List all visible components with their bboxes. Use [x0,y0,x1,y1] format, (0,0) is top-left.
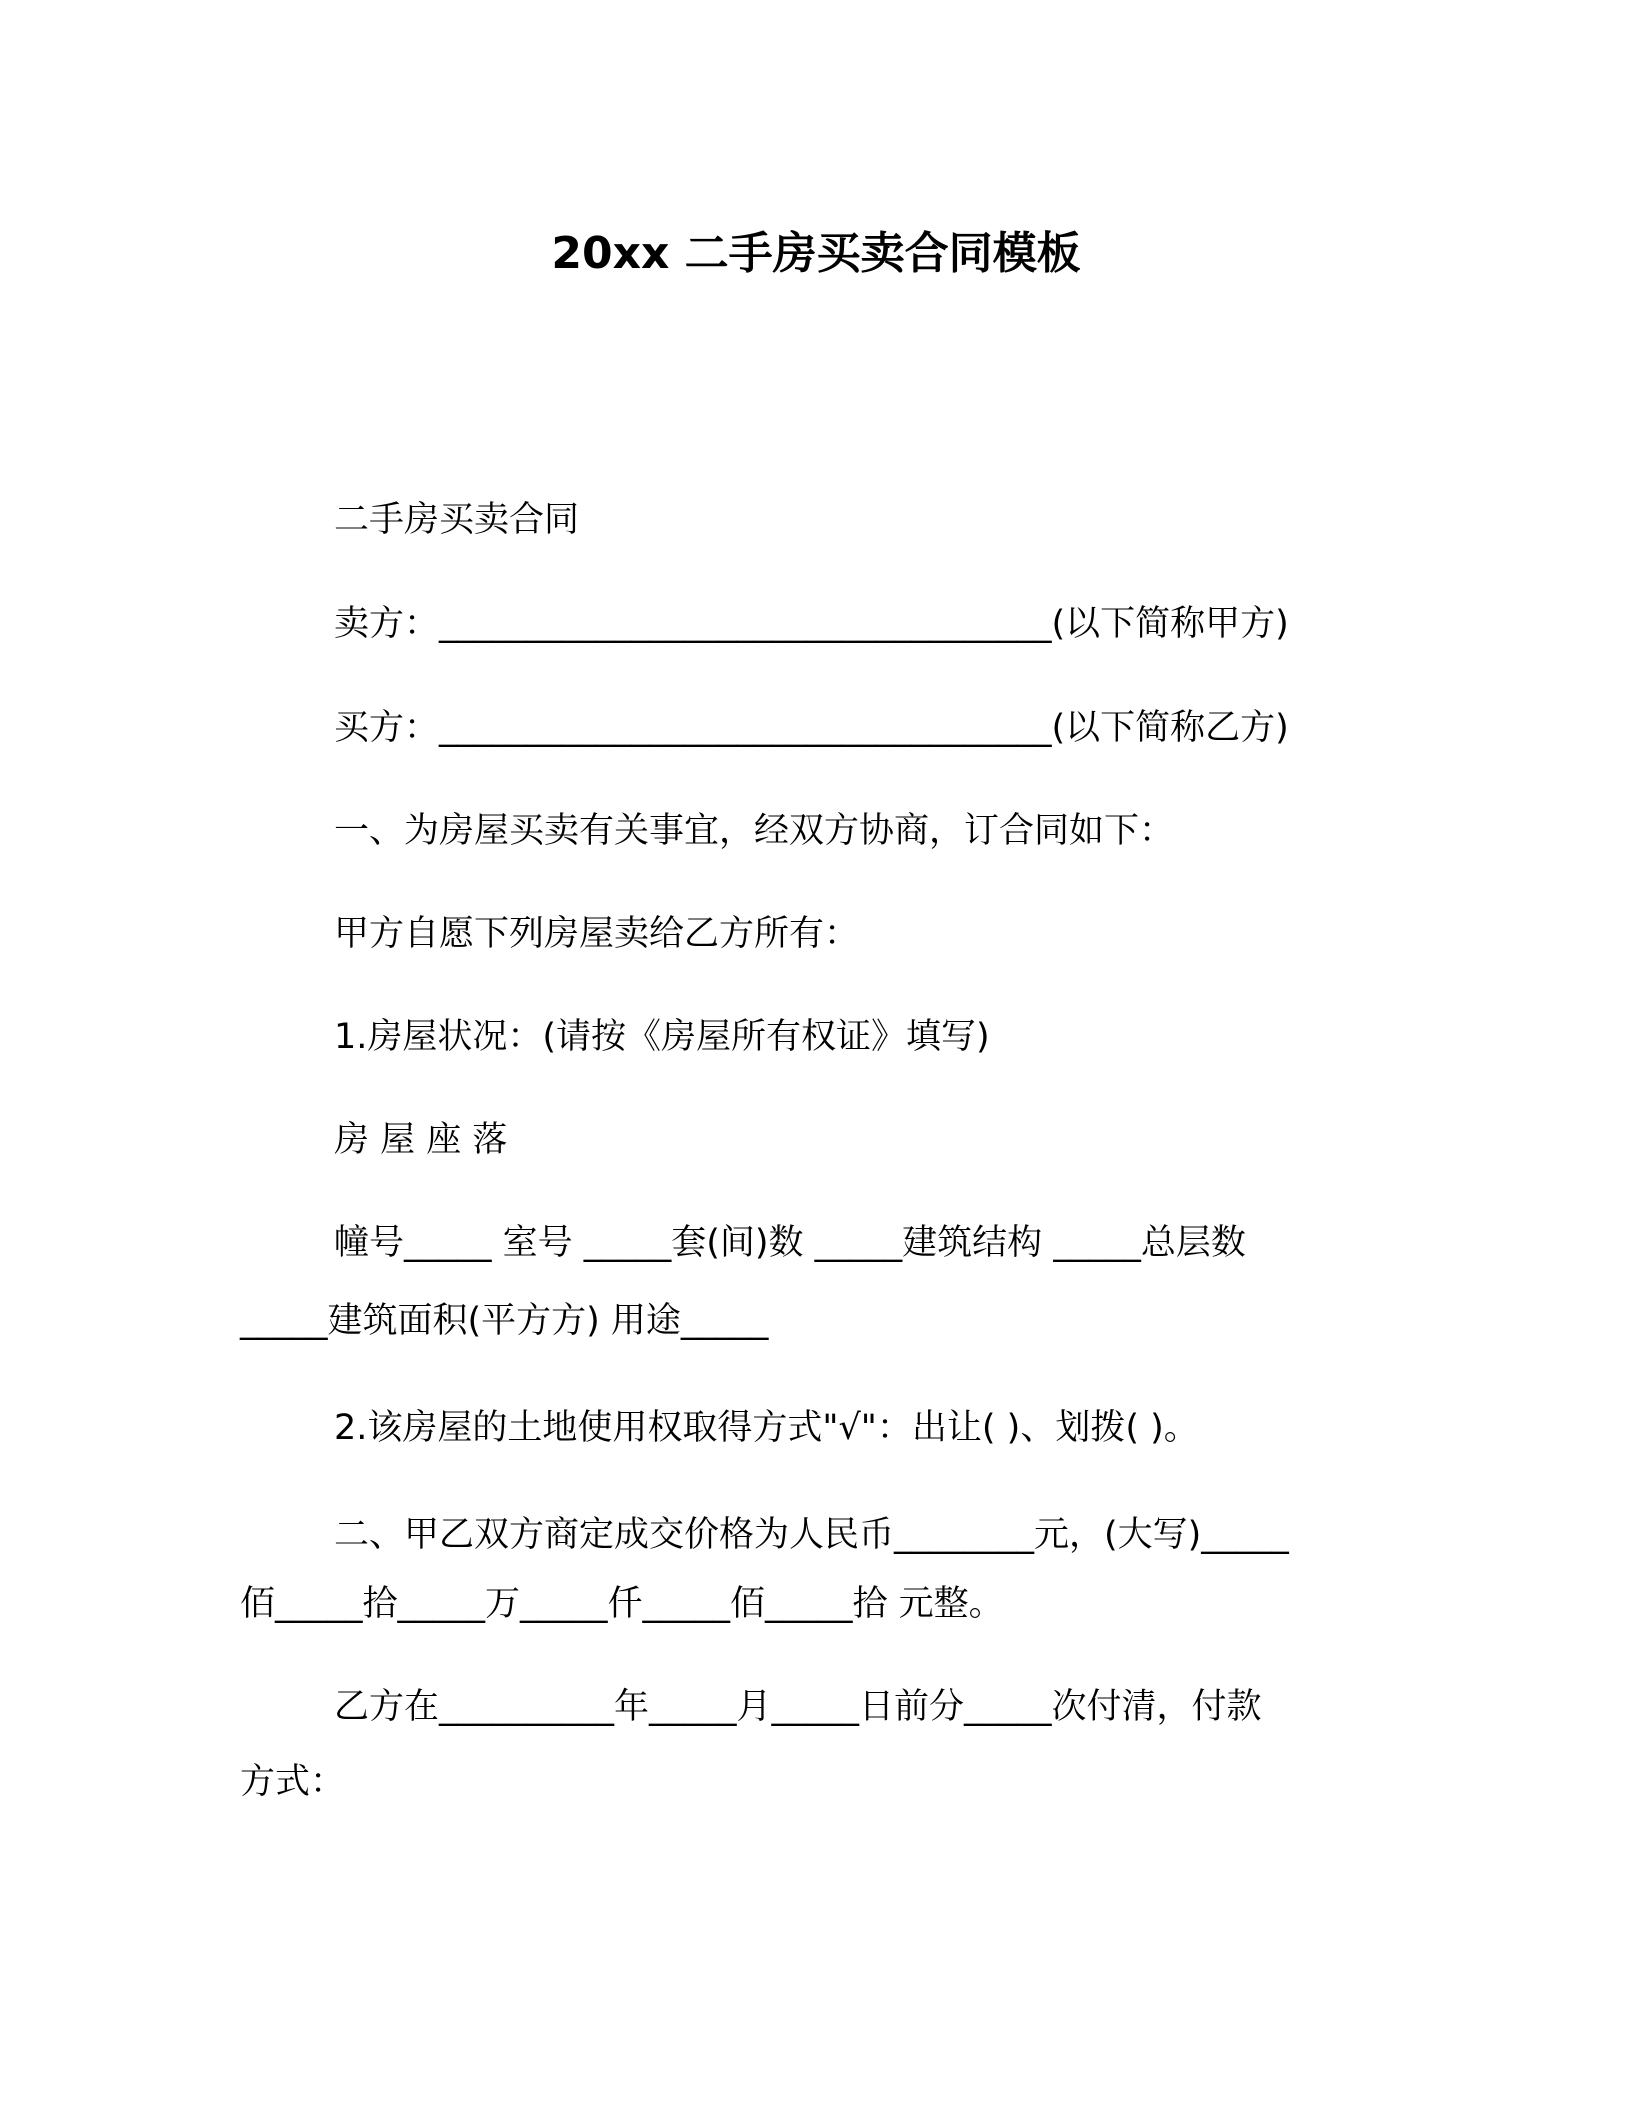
house-status-line: 1.房屋状况：(请按《房屋所有权证》填写) [334,1017,990,1057]
house-area-line: _____建筑面积(平方方) 用途_____ [240,1301,769,1341]
house-location-line: 房 屋 座 落 [334,1120,508,1160]
price-uppercase-line: 佰_____拾_____万_____仟_____佰_____拾 元整。 [240,1584,1004,1624]
contract-heading: 二手房买卖合同 [334,500,580,540]
house-details-line: 幢号_____ 室号 _____套(间)数 _____建筑结构 _____总层数 [334,1223,1246,1263]
buyer-line: 买方：___________________________________(以下简称乙方) [334,708,1289,748]
seller-willing-line: 甲方自愿下列房屋卖给乙方所有： [334,914,860,954]
payment-date-line: 乙方在__________年_____月_____日前分_____次付清，付款 [334,1687,1262,1727]
price-line: 二、甲乙双方商定成交价格为人民币________元，(大写)_____ [334,1515,1289,1555]
clause-one-intro: 一、为房屋买卖有关事宜，经双方协商，订合同如下： [334,811,1175,851]
land-use-line: 2.该房屋的土地使用权取得方式"√"：出让( )、划拨( )。 [334,1408,1199,1448]
seller-line: 卖方：___________________________________(以下简称甲方) [334,604,1289,644]
payment-method-line: 方式： [240,1762,346,1802]
document-title: 20xx 二手房买卖合同模板 [551,228,1081,279]
